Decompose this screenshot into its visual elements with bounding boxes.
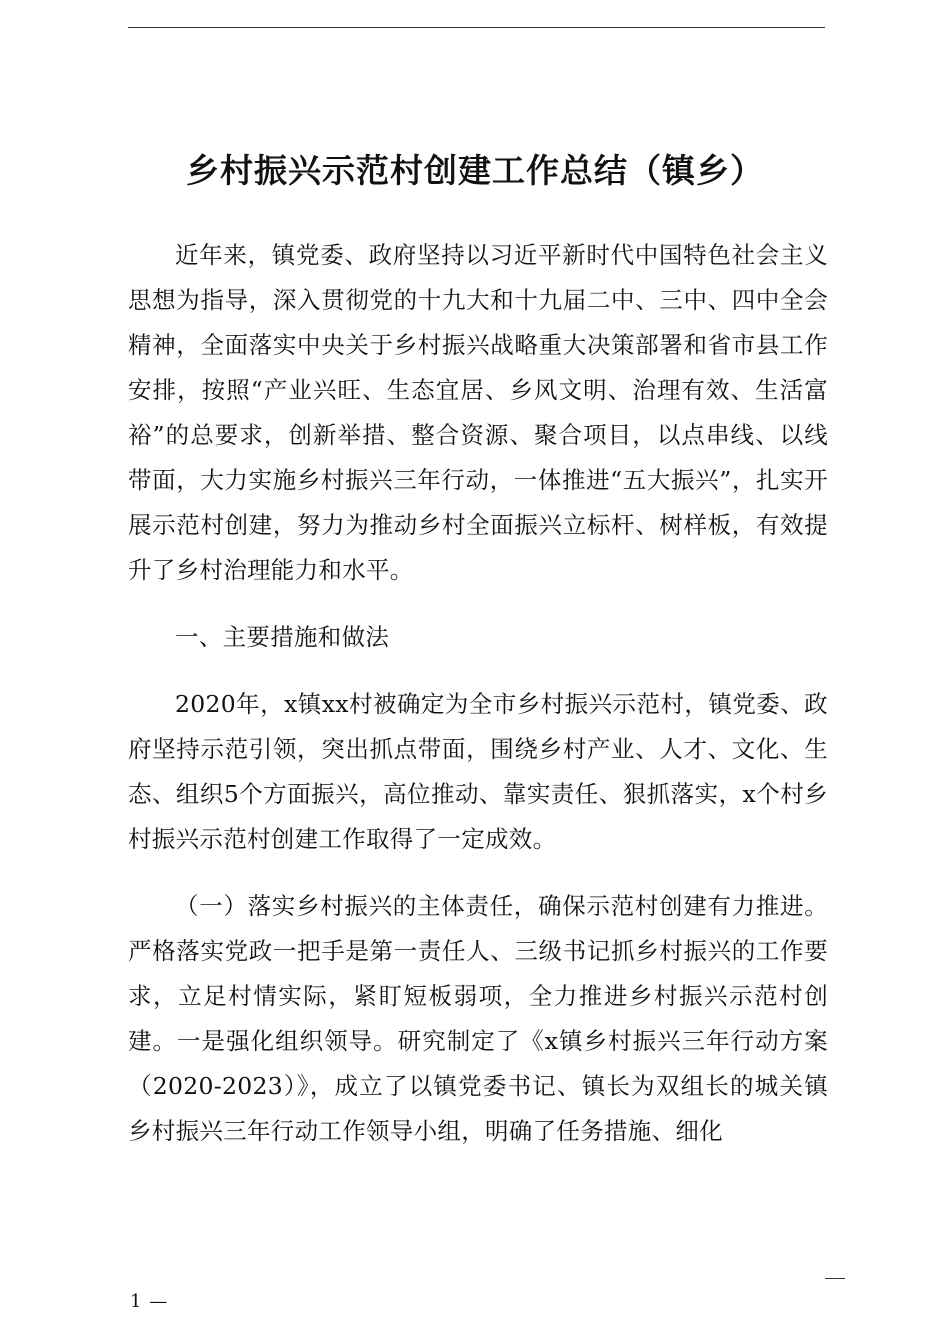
body-paragraph: （一）落实乡村振兴的主体责任，确保示范村创建有力推进。严格落实党政一把手是第一责任人、三级书记抓乡村振兴的工作要求，立足村情实际，紧盯短板弱项，全力推进乡村振兴示范村创建。一是强化组织领导。研究制定了《x镇乡村振兴三年行动方案（2020-2023）》，成立了以镇党委书记、镇长为双组长的城关镇乡村振兴三年行动工作领导小组，明确了任务措施、细化 — [128, 892, 828, 1145]
section-heading: 一、主要措施和做法 — [175, 623, 390, 651]
page-number-value: 1 — [130, 1291, 143, 1312]
page-number-dash: — — [149, 1291, 169, 1312]
page-number — [130, 1290, 168, 1314]
footer-rule — [825, 1278, 845, 1279]
document-title: 乡村振兴示范村创建工作总结（镇乡） — [186, 151, 764, 190]
intro-paragraph: 近年来，镇党委、政府坚持以习近平新时代中国特色社会主义思想为指导，深入贯彻党的十九大和十九届二中、三中、四中全会精神，全面落实中央关于乡村振兴战略重大决策部署和省市县工作安排，按照“产业兴旺、生态宜居、乡风文明、治理有效、生活富裕”的总要求，创新举措、整合资源、聚合项目，以点串线、以线带面，大力实施乡村振兴三年行动，一体推进“五大振兴”，扎实开展示范村创建，努力为推动乡村全面振兴立标杆、树样板，有效提升了乡村治理能力和水平。 — [128, 241, 828, 584]
document-body — [128, 233, 828, 1154]
body-paragraph: 2020年，x镇xx村被确定为全市乡村振兴示范村，镇党委、政府坚持示范引领，突出抓点带面，围绕乡村产业、人才、文化、生态、组织5个方面振兴，高位推动、靠实责任、狠抓落实，x个村乡村振兴示范村创建工作取得了一定成效。 — [128, 690, 828, 853]
header-rule — [128, 27, 825, 28]
